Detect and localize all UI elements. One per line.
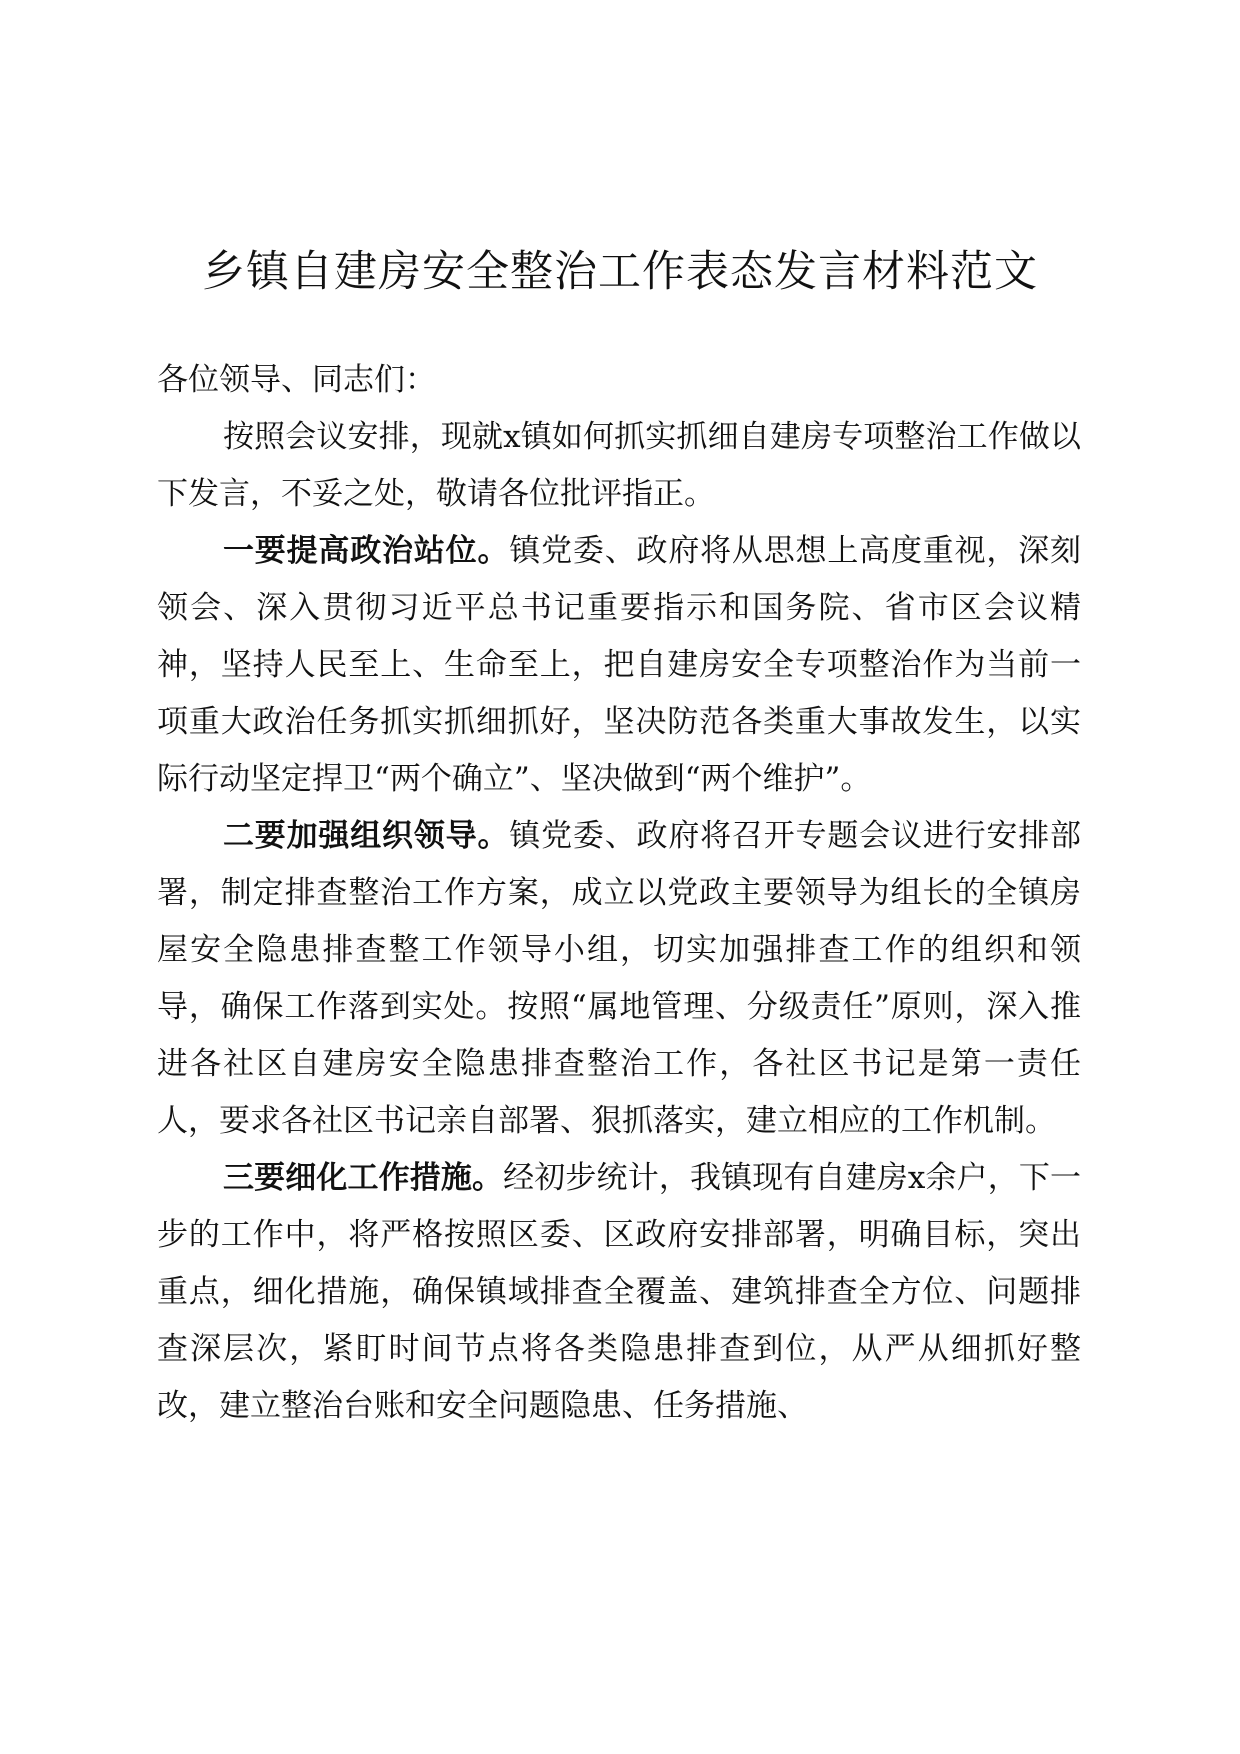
- document-title: 乡镇自建房安全整治工作表态发言材料范文: [202, 247, 1038, 297]
- section-heading-2: 二要加强组织领导。: [223, 818, 510, 854]
- section-paragraph-1: [157, 523, 1081, 808]
- section-paragraph-2: [157, 808, 1081, 1150]
- section-paragraph-3: [157, 1150, 1081, 1435]
- section-text-3: 经初步统计，我镇现有自建房x余户，下一步的工作中，将严格按照区委、区政府安排部署，明确目标，突出重点，细化措施，确保镇域排查全覆盖、建筑排查全方位、问题排查深层次，紧盯时间节点将各类隐患排查到位，从严从细抓好整改，建立整治台账和安全问题隐患、任务措施、: [157, 1160, 1081, 1424]
- intro-paragraph: 按照会议安排，现就x镇如何抓实抓细自建房专项整治工作做以下发言，不妥之处，敬请各位批评指正。: [157, 419, 1081, 512]
- document-body: [157, 352, 1081, 1435]
- section-text-1: 镇党委、政府将从思想上高度重视，深刻领会、深入贯彻习近平总书记重要指示和国务院、省市区会议精神，坚持人民至上、生命至上，把自建房安全专项整治作为当前一项重大政治任务抓实抓细抓好，坚决防范各类重大事故发生，以实际行动坚定捍卫“两个确立”、坚决做到“两个维护”。: [157, 533, 1082, 797]
- section-text-2: 镇党委、政府将召开专题会议进行安排部署，制定排查整治工作方案，成立以党政主要领导为组长的全镇房屋安全隐患排查整工作领导小组，切实加强排查工作的组织和领导，确保工作落到实处。按照“属地管理、分级责任”原则，深入推进各社区自建房安全隐患排查整治工作，各社区书记是第一责任人，要求各社区书记亲自部署、狠抓落实，建立相应的工作机制。: [157, 818, 1082, 1139]
- salutation: 各位领导、同志们：: [157, 362, 436, 398]
- section-heading-1: 一要提高政治站位。: [223, 533, 510, 569]
- section-heading-3: 三要细化工作措施。: [223, 1160, 504, 1196]
